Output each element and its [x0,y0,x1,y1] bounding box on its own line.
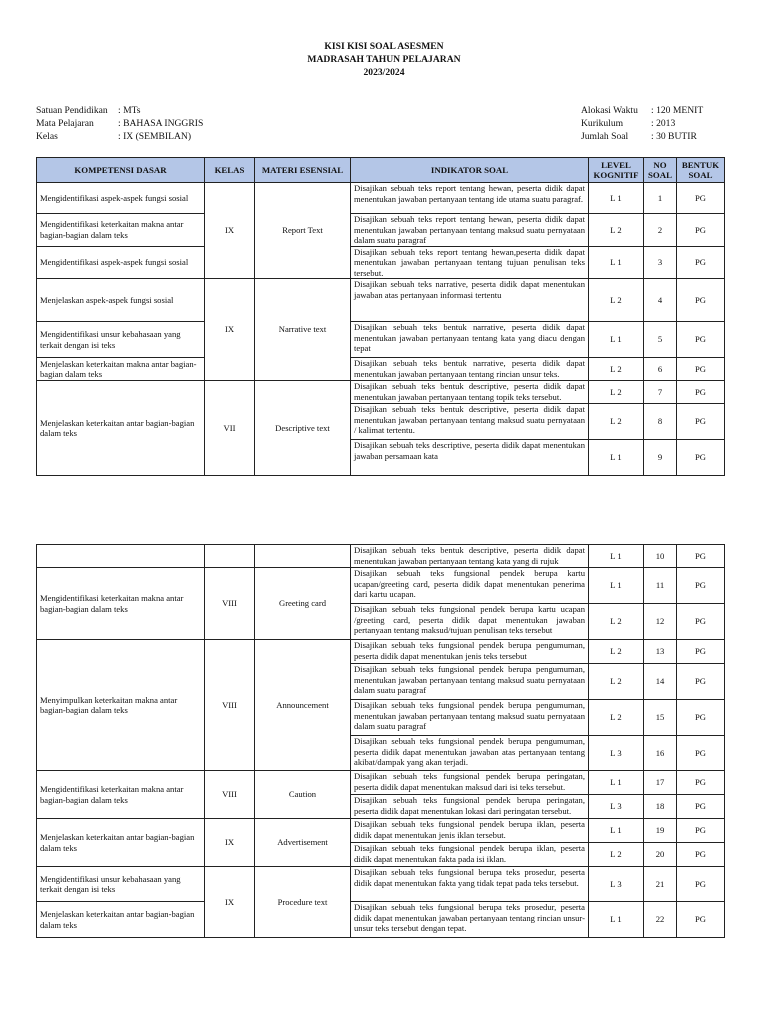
table-row [37,545,725,568]
indikator-cell: Disajikan sebuah teks report tentang hewan, peserta didik dapat menentukan jawaban pertanyaan tentang maksud suatu pernyataan dalam suatu paragraf [351,214,589,247]
kelas-cell: IX [205,183,255,279]
table-row [37,358,725,381]
bentuk-cell: PG [677,843,725,867]
kisi-table-2 [36,544,725,938]
table-row [37,183,725,214]
level-cell: L 1 [589,246,644,279]
indikator-cell: Disajikan sebuah teks fungsional pendek berupa pengumuman, peserta didik dapat menentukan jawaban atas pertanyaan tentang akibat/dampak yang akan terjadi. [351,736,589,771]
indikator-cell: Disajikan sebuah teks fungsional pendek berupa iklan, peserta didik dapat menentukan fakta pada isi iklan. [351,843,589,867]
indikator-cell: Disajikan sebuah teks fungsional pendek berupa kartu ucapan /greeting card, peserta didik dapat menentukan jawaban pertanyaan tentang maksud/tujuan penulisan teks tersebut [351,604,589,640]
indikator-cell: Disajikan sebuah teks fungsional pendek berupa peringatan, peserta didik dapat menentukan maksud dari isi teks tersebut. [351,771,589,795]
col-header-no: NO SOAL [644,158,677,183]
level-cell: L 1 [589,902,644,938]
title-line-1: KISI KISI SOAL ASESMEN [324,41,444,52]
bentuk-cell: PG [677,404,725,440]
level-cell: L 1 [589,322,644,358]
indikator-cell: Disajikan sebuah teks fungsional pendek berupa kartu ucapan/greeting card, peserta didik dapat menentukan penerima dari kartu ucapan. [351,568,589,604]
indikator-cell: Disajikan sebuah teks fungsional pendek berupa pengumuman, peserta didik dapat menentukan jenis teks tersebut [351,640,589,664]
table-row [37,279,725,322]
kelas-cell: IX [205,819,255,867]
indikator-cell: Disajikan sebuah teks fungsional pendek berupa pengumuman, menentukan jawaban pertanyaan tentang maksud suatu pernyataan dalam suatu paragraf [351,664,589,700]
no-cell: 19 [644,819,677,843]
no-cell: 15 [644,700,677,736]
no-cell: 2 [644,214,677,247]
meta-label: Kurikulum [581,118,624,129]
materi-cell: Greeting card [255,568,351,640]
kelas-cell: VIII [205,568,255,640]
meta-right [581,104,703,143]
no-cell: 4 [644,279,677,322]
kd-cell: Menjelaskan keterkaitan makna antar bagian-bagian dalam teks [37,358,205,381]
bentuk-cell: PG [677,902,725,938]
no-cell: 9 [644,440,677,476]
no-cell: 7 [644,381,677,404]
level-cell: L 2 [589,381,644,404]
level-cell: L 1 [589,568,644,604]
kd-cell: Mengidentifikasi keterkaitan makna antar bagian-bagian dalam teks [37,771,205,819]
meta-left [36,104,203,143]
col-header-level: LEVEL KOGNITIF [589,158,644,183]
indikator-cell: Disajikan sebuah teks report tentang hewan,peserta didik dapat menentukan jawaban pertanyaan tentang tujuan penulisan teks tersebut. [351,246,589,279]
indikator-cell: Disajikan sebuah teks fungsional berupa teks prosedur, peserta didik dapat menentukan jawaban pertanyaan tentang rincian unsur-unsur teks tersebut dengan tepat. [351,902,589,938]
bentuk-cell: PG [677,700,725,736]
materi-cell: Narrative text [255,279,351,381]
bentuk-cell: PG [677,440,725,476]
meta-label: Satuan Pendidikan [36,105,108,116]
level-cell: L 3 [589,736,644,771]
no-cell: 1 [644,183,677,214]
bentuk-cell: PG [677,736,725,771]
indikator-cell: Disajikan sebuah teks bentuk descriptive, peserta didik dapat menentukan jawaban pertanyaan tentang kata yang di rujuk [351,545,589,568]
table-row [37,568,725,604]
kisi-table-1 [36,157,725,476]
no-cell: 21 [644,867,677,902]
no-cell: 5 [644,322,677,358]
bentuk-cell: PG [677,795,725,819]
indikator-cell: Disajikan sebuah teks descriptive, peserta didik dapat menentukan jawaban persamaan kata [351,440,589,476]
level-cell: L 2 [589,664,644,700]
kelas-cell-empty [205,545,255,568]
materi-cell-empty [255,545,351,568]
indikator-cell: Disajikan sebuah teks fungsional pendek berupa pengumuman, menentukan jawaban pertanyaan tentang maksud suatu pernyataan dalam suatu paragraf [351,700,589,736]
bentuk-cell: PG [677,568,725,604]
col-header-materi: MATERI ESENSIAL [255,158,351,183]
title-line-3: 2023/2024 [363,67,405,78]
level-cell: L 2 [589,843,644,867]
kelas-cell: IX [205,867,255,938]
bentuk-cell: PG [677,867,725,902]
meta-value: : BAHASA INGGRIS [118,118,204,129]
document-title [0,40,768,79]
indikator-cell: Disajikan sebuah teks bentuk narrative, peserta didik dapat menentukan jawaban pertanyaan tentang rincian unsur teks. [351,358,589,381]
meta-label: Mata Pelajaran [36,118,94,129]
materi-cell: Descriptive text [255,381,351,476]
level-cell: L 2 [589,214,644,247]
level-cell: L 2 [589,640,644,664]
meta-label: Jumlah Soal [581,131,629,142]
col-header-kelas: KELAS [205,158,255,183]
indikator-cell: Disajikan sebuah teks bentuk narrative, peserta didik dapat menentukan jawaban pertanyaan tentang kata yang diacu dengan tepat [351,322,589,358]
level-cell: L 1 [589,545,644,568]
no-cell: 3 [644,246,677,279]
bentuk-cell: PG [677,183,725,214]
kd-cell-empty [37,545,205,568]
meta-value: : 2013 [651,118,676,129]
no-cell: 17 [644,771,677,795]
table-row [37,381,725,404]
col-header-indikator: INDIKATOR SOAL [351,158,589,183]
kelas-cell: VIII [205,640,255,771]
bentuk-cell: PG [677,604,725,640]
table-row [37,640,725,664]
kd-cell: Mengidentifikasi unsur kebahasaan yang terkait dengan isi teks [37,322,205,358]
kd-cell: Mengidentifikasi keterkaitan makna antar bagian-bagian dalam teks [37,214,205,247]
level-cell: L 1 [589,819,644,843]
level-cell: L 3 [589,867,644,902]
indikator-cell: Disajikan sebuah teks fungsional berupa teks prosedur, peserta didik dapat menentukan fakta yang tidak tepat pada teks tersebut. [351,867,589,902]
table-row [37,902,725,938]
kelas-cell: VIII [205,771,255,819]
kd-cell: Mengidentifikasi unsur kebahasaan yang terkait dengan isi teks [37,867,205,902]
no-cell: 11 [644,568,677,604]
materi-cell: Announcement [255,640,351,771]
col-header-kd: KOMPETENSI DASAR [37,158,205,183]
bentuk-cell: PG [677,246,725,279]
bentuk-cell: PG [677,545,725,568]
bentuk-cell: PG [677,381,725,404]
meta-label: Alokasi Waktu [581,105,638,116]
materi-cell: Advertisement [255,819,351,867]
indikator-cell: Disajikan sebuah teks fungsional pendek berupa iklan, peserta didik dapat menentukan jenis iklan tersebut. [351,819,589,843]
materi-cell: Caution [255,771,351,819]
indikator-cell: Disajikan sebuah teks bentuk descriptive, peserta didik dapat menentukan jawaban pertanyaan tentang topik teks tersebut. [351,381,589,404]
no-cell: 18 [644,795,677,819]
level-cell: L 1 [589,183,644,214]
kd-cell: Menjelaskan keterkaitan antar bagian-bagian dalam teks [37,819,205,867]
no-cell: 20 [644,843,677,867]
bentuk-cell: PG [677,358,725,381]
kd-cell: Mengidentifikasi keterkaitan makna antar bagian-bagian dalam teks [37,568,205,640]
no-cell: 6 [644,358,677,381]
table-row [37,214,725,247]
level-cell: L 2 [589,604,644,640]
table-header-row [37,158,725,183]
kd-cell: Mengidentifikasi aspek-aspek fungsi sosial [37,246,205,279]
no-cell: 14 [644,664,677,700]
level-cell: L 2 [589,404,644,440]
kd-cell: Mengidentifikasi aspek-aspek fungsi sosial [37,183,205,214]
no-cell: 13 [644,640,677,664]
indikator-cell: Disajikan sebuah teks report tentang hewan, peserta didik dapat menentukan jawaban pertanyaan tentang ide utama suatu paragraf. [351,183,589,214]
kd-cell: Menjelaskan keterkaitan antar bagian-bagian dalam teks [37,902,205,938]
indikator-cell: Disajikan sebuah teks narrative, peserta didik dapat menentukan jawaban atas pertanyaan informasi tertentu [351,279,589,322]
col-header-bentuk: BENTUK SOAL [677,158,725,183]
indikator-cell: Disajikan sebuah teks fungsional pendek berupa peringatan, peserta didik dapat menentukan lokasi dari peringatan tersebut. [351,795,589,819]
meta-value: : 120 MENIT [651,105,704,116]
kd-cell: Menjelaskan aspek-aspek fungsi sosial [37,279,205,322]
meta-label: Kelas [36,131,58,142]
meta-value: : MTs [118,105,141,116]
table-row [37,322,725,358]
level-cell: L 1 [589,440,644,476]
kd-cell: Menyimpulkan keterkaitan makna antar bagian-bagian dalam teks [37,640,205,771]
table-row [37,771,725,795]
no-cell: 16 [644,736,677,771]
bentuk-cell: PG [677,771,725,795]
title-line-2: MADRASAH TAHUN PELAJARAN [307,54,461,65]
level-cell: L 3 [589,795,644,819]
materi-cell: Procedure text [255,867,351,938]
bentuk-cell: PG [677,640,725,664]
meta-value: : IX (SEMBILAN) [118,131,192,142]
bentuk-cell: PG [677,279,725,322]
table-row [37,246,725,279]
bentuk-cell: PG [677,819,725,843]
bentuk-cell: PG [677,214,725,247]
table-row [37,819,725,843]
bentuk-cell: PG [677,322,725,358]
level-cell: L 1 [589,771,644,795]
level-cell: L 2 [589,700,644,736]
level-cell: L 2 [589,279,644,322]
materi-cell: Report Text [255,183,351,279]
no-cell: 10 [644,545,677,568]
no-cell: 22 [644,902,677,938]
meta-value: : 30 BUTIR [651,131,697,142]
kd-cell: Menjelaskan keterkaitan antar bagian-bagian dalam teks [37,381,205,476]
bentuk-cell: PG [677,664,725,700]
no-cell: 12 [644,604,677,640]
kelas-cell: IX [205,279,255,381]
table-row [37,867,725,902]
kelas-cell: VII [205,381,255,476]
indikator-cell: Disajikan sebuah teks bentuk descriptive, peserta didik dapat menentukan jawaban pertanyaan tentang maksud suatu pernyataan / kalimat tertentu. [351,404,589,440]
no-cell: 8 [644,404,677,440]
level-cell: L 2 [589,358,644,381]
